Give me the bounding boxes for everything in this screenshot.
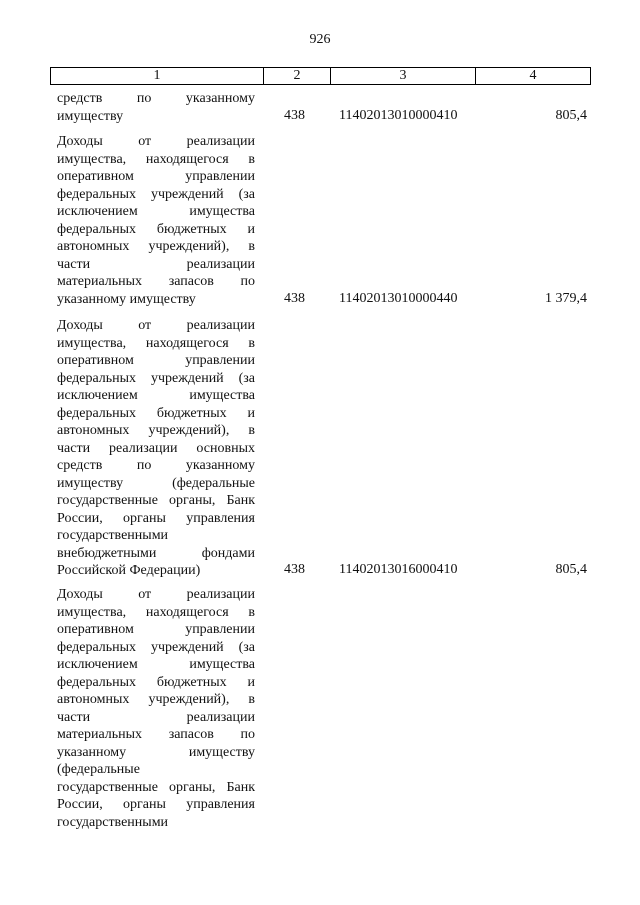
row-description bbox=[57, 586, 255, 831]
description-line: государственными bbox=[57, 814, 169, 830]
description-line: внебюджетными фондами bbox=[57, 545, 255, 561]
description-line: указанному имуществу bbox=[57, 744, 255, 760]
budget-code: 11402013016000410 bbox=[339, 562, 458, 577]
description-line: материальных запасов по bbox=[57, 727, 255, 742]
description-line: государственные органы, Банк bbox=[57, 493, 255, 508]
description-line: имущества, находящегося в bbox=[57, 151, 255, 167]
description-line: федеральных учреждений (за bbox=[57, 639, 255, 655]
header-col-1: 1 bbox=[153, 68, 161, 83]
description-line: оперативном управлении bbox=[57, 169, 255, 184]
description-line: Доходы от реализации bbox=[57, 134, 255, 149]
description-line: Доходы от реализации bbox=[57, 318, 255, 333]
admin-code: 438 bbox=[284, 562, 305, 577]
description-line: имуществу bbox=[57, 108, 124, 124]
description-line: государственными bbox=[57, 528, 169, 543]
description-line: материальных запасов по bbox=[57, 274, 255, 289]
header-col-4: 4 bbox=[475, 68, 590, 84]
description-line: автономных учреждений), в bbox=[57, 423, 255, 438]
description-line: федеральных учреждений (за bbox=[57, 186, 255, 202]
description-line: России, органы управления bbox=[57, 797, 255, 812]
description-line: средств по указанному bbox=[57, 458, 255, 473]
admin-code: 438 bbox=[284, 290, 305, 306]
description-line: федеральных бюджетных и bbox=[57, 221, 255, 237]
description-line: части реализации bbox=[57, 709, 255, 725]
description-line: указанному имуществу bbox=[57, 291, 196, 307]
admin-code: 438 bbox=[284, 107, 305, 123]
description-line: исключением имущества bbox=[57, 204, 255, 219]
description-line: исключением имущества bbox=[57, 388, 255, 403]
amount: 805,4 bbox=[555, 107, 587, 123]
amount: 805,4 bbox=[555, 562, 587, 577]
description-line: Российской Федерации) bbox=[57, 563, 201, 578]
description-line: (федеральные bbox=[57, 762, 140, 777]
description-line: исключением имущества bbox=[57, 657, 255, 672]
description-line: имуществу (федеральные bbox=[57, 475, 255, 491]
description-line: России, органы управления bbox=[57, 510, 255, 526]
budget-code: 11402013010000410 bbox=[339, 107, 458, 123]
row-description bbox=[57, 317, 255, 580]
amount: 1 379,4 bbox=[545, 290, 587, 306]
table-header bbox=[50, 67, 591, 85]
header-col-2: 2 bbox=[263, 68, 330, 84]
row-description bbox=[57, 90, 255, 125]
budget-code: 11402013010000440 bbox=[339, 290, 458, 306]
description-line: части реализации основных bbox=[57, 440, 255, 456]
description-line: государственные органы, Банк bbox=[57, 779, 255, 795]
page-number: 926 bbox=[309, 32, 331, 47]
description-line: автономных учреждений), в bbox=[57, 692, 255, 707]
description-line: федеральных учреждений (за bbox=[57, 370, 255, 386]
description-line: имущества, находящегося в bbox=[57, 335, 255, 351]
description-line: части реализации bbox=[57, 256, 255, 272]
description-line: Доходы от реализации bbox=[57, 587, 255, 602]
description-line: федеральных бюджетных и bbox=[57, 674, 255, 690]
description-line: средств по указанному bbox=[57, 91, 255, 106]
row-description bbox=[57, 133, 255, 308]
description-line: федеральных бюджетных и bbox=[57, 405, 255, 421]
description-line: автономных учреждений), в bbox=[57, 239, 255, 254]
description-line: оперативном управлении bbox=[57, 353, 255, 368]
header-col-3: 3 bbox=[330, 68, 475, 84]
description-line: оперативном управлении bbox=[57, 622, 255, 637]
description-line: имущества, находящегося в bbox=[57, 604, 255, 620]
